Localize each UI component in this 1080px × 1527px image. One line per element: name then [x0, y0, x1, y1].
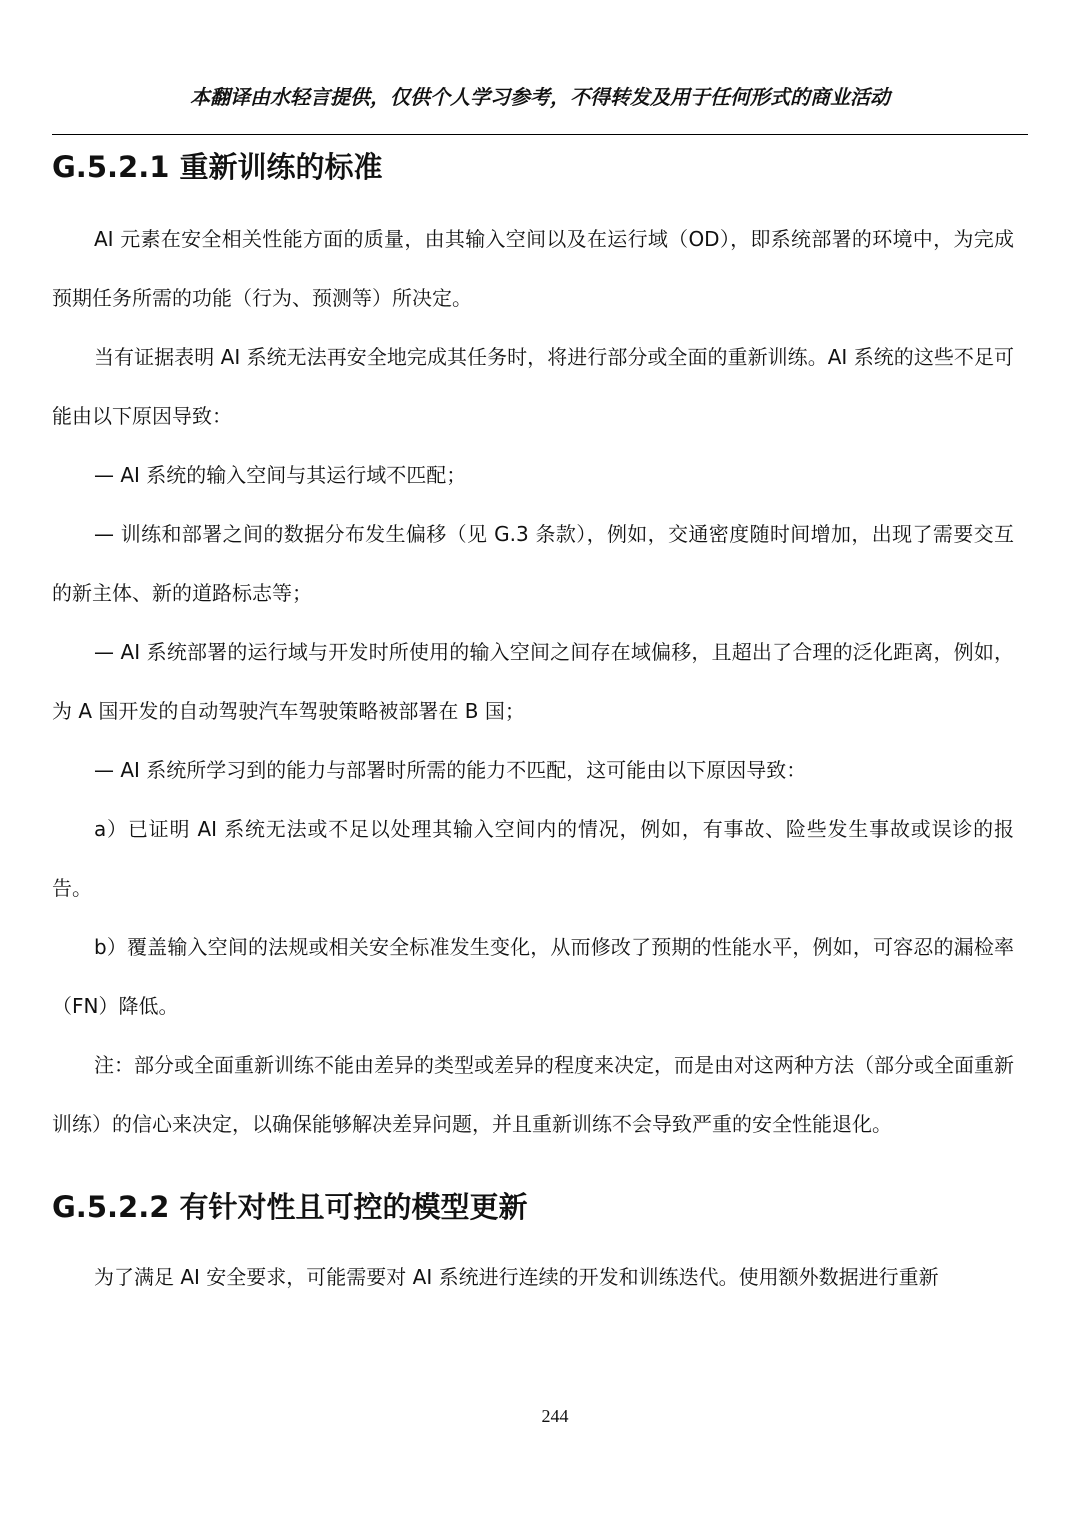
sub-list-item: b）覆盖输入空间的法规或相关安全标准发生变化，从而修改了预期的性能水平，例如，可容忍的漏检率（FN）降低。: [52, 935, 1014, 1018]
section-heading-targeted-model-update: G.5.2.2 有针对性且可控的模型更新: [52, 1190, 528, 1224]
page-number: 244: [541, 1406, 569, 1426]
list-item: — AI 系统部署的运行域与开发时所使用的输入空间之间存在域偏移，且超出了合理的泛化距离，例如，为 A 国开发的自动驾驶汽车驾驶策略被部署在 B 国；: [52, 640, 1014, 723]
list-item: — AI 系统所学习到的能力与部署时所需的能力不匹配，这可能由以下原因导致：: [94, 758, 807, 782]
section-heading-retraining-criteria: G.5.2.1 重新训练的标准: [52, 150, 383, 184]
paragraph: AI 元素在安全相关性能方面的质量，由其输入空间以及在运行域（OD），即系统部署的环境中，为完成预期任务所需的功能（行为、预测等）所决定。: [52, 227, 1014, 310]
section-targeted-model-update: [52, 1248, 1014, 1307]
header-divider: [52, 134, 1028, 135]
note-paragraph: 注：部分或全面重新训练不能由差异的类型或差异的程度来决定，而是由对这两种方法（部分或全面重新训练）的信心来决定，以确保能够解决差异问题，并且重新训练不会导致严重的安全性能退化。: [52, 1053, 1014, 1136]
list-item: — AI 系统的输入空间与其运行域不匹配；: [94, 463, 467, 487]
section-retraining-criteria: [52, 210, 1014, 1154]
list-item: — 训练和部署之间的数据分布发生偏移（见 G.3 条款），例如，交通密度随时间增加，出现了需要交互的新主体、新的道路标志等；: [52, 522, 1014, 605]
sub-list-item: a）已证明 AI 系统无法或不足以处理其输入空间内的情况，例如，有事故、险些发生事故或误诊的报告。: [52, 817, 1014, 900]
paragraph: 当有证据表明 AI 系统无法再安全地完成其任务时，将进行部分或全面的重新训练。AI 系统的这些不足可能由以下原因导致：: [52, 345, 1014, 428]
header-disclaimer: 本翻译由水轻言提供，仅供个人学习参考，不得转发及用于任何形式的商业活动: [190, 85, 890, 109]
paragraph: 为了满足 AI 安全要求，可能需要对 AI 系统进行连续的开发和训练迭代。使用额外数据进行重新: [94, 1265, 939, 1289]
document-body: [52, 140, 1014, 1307]
